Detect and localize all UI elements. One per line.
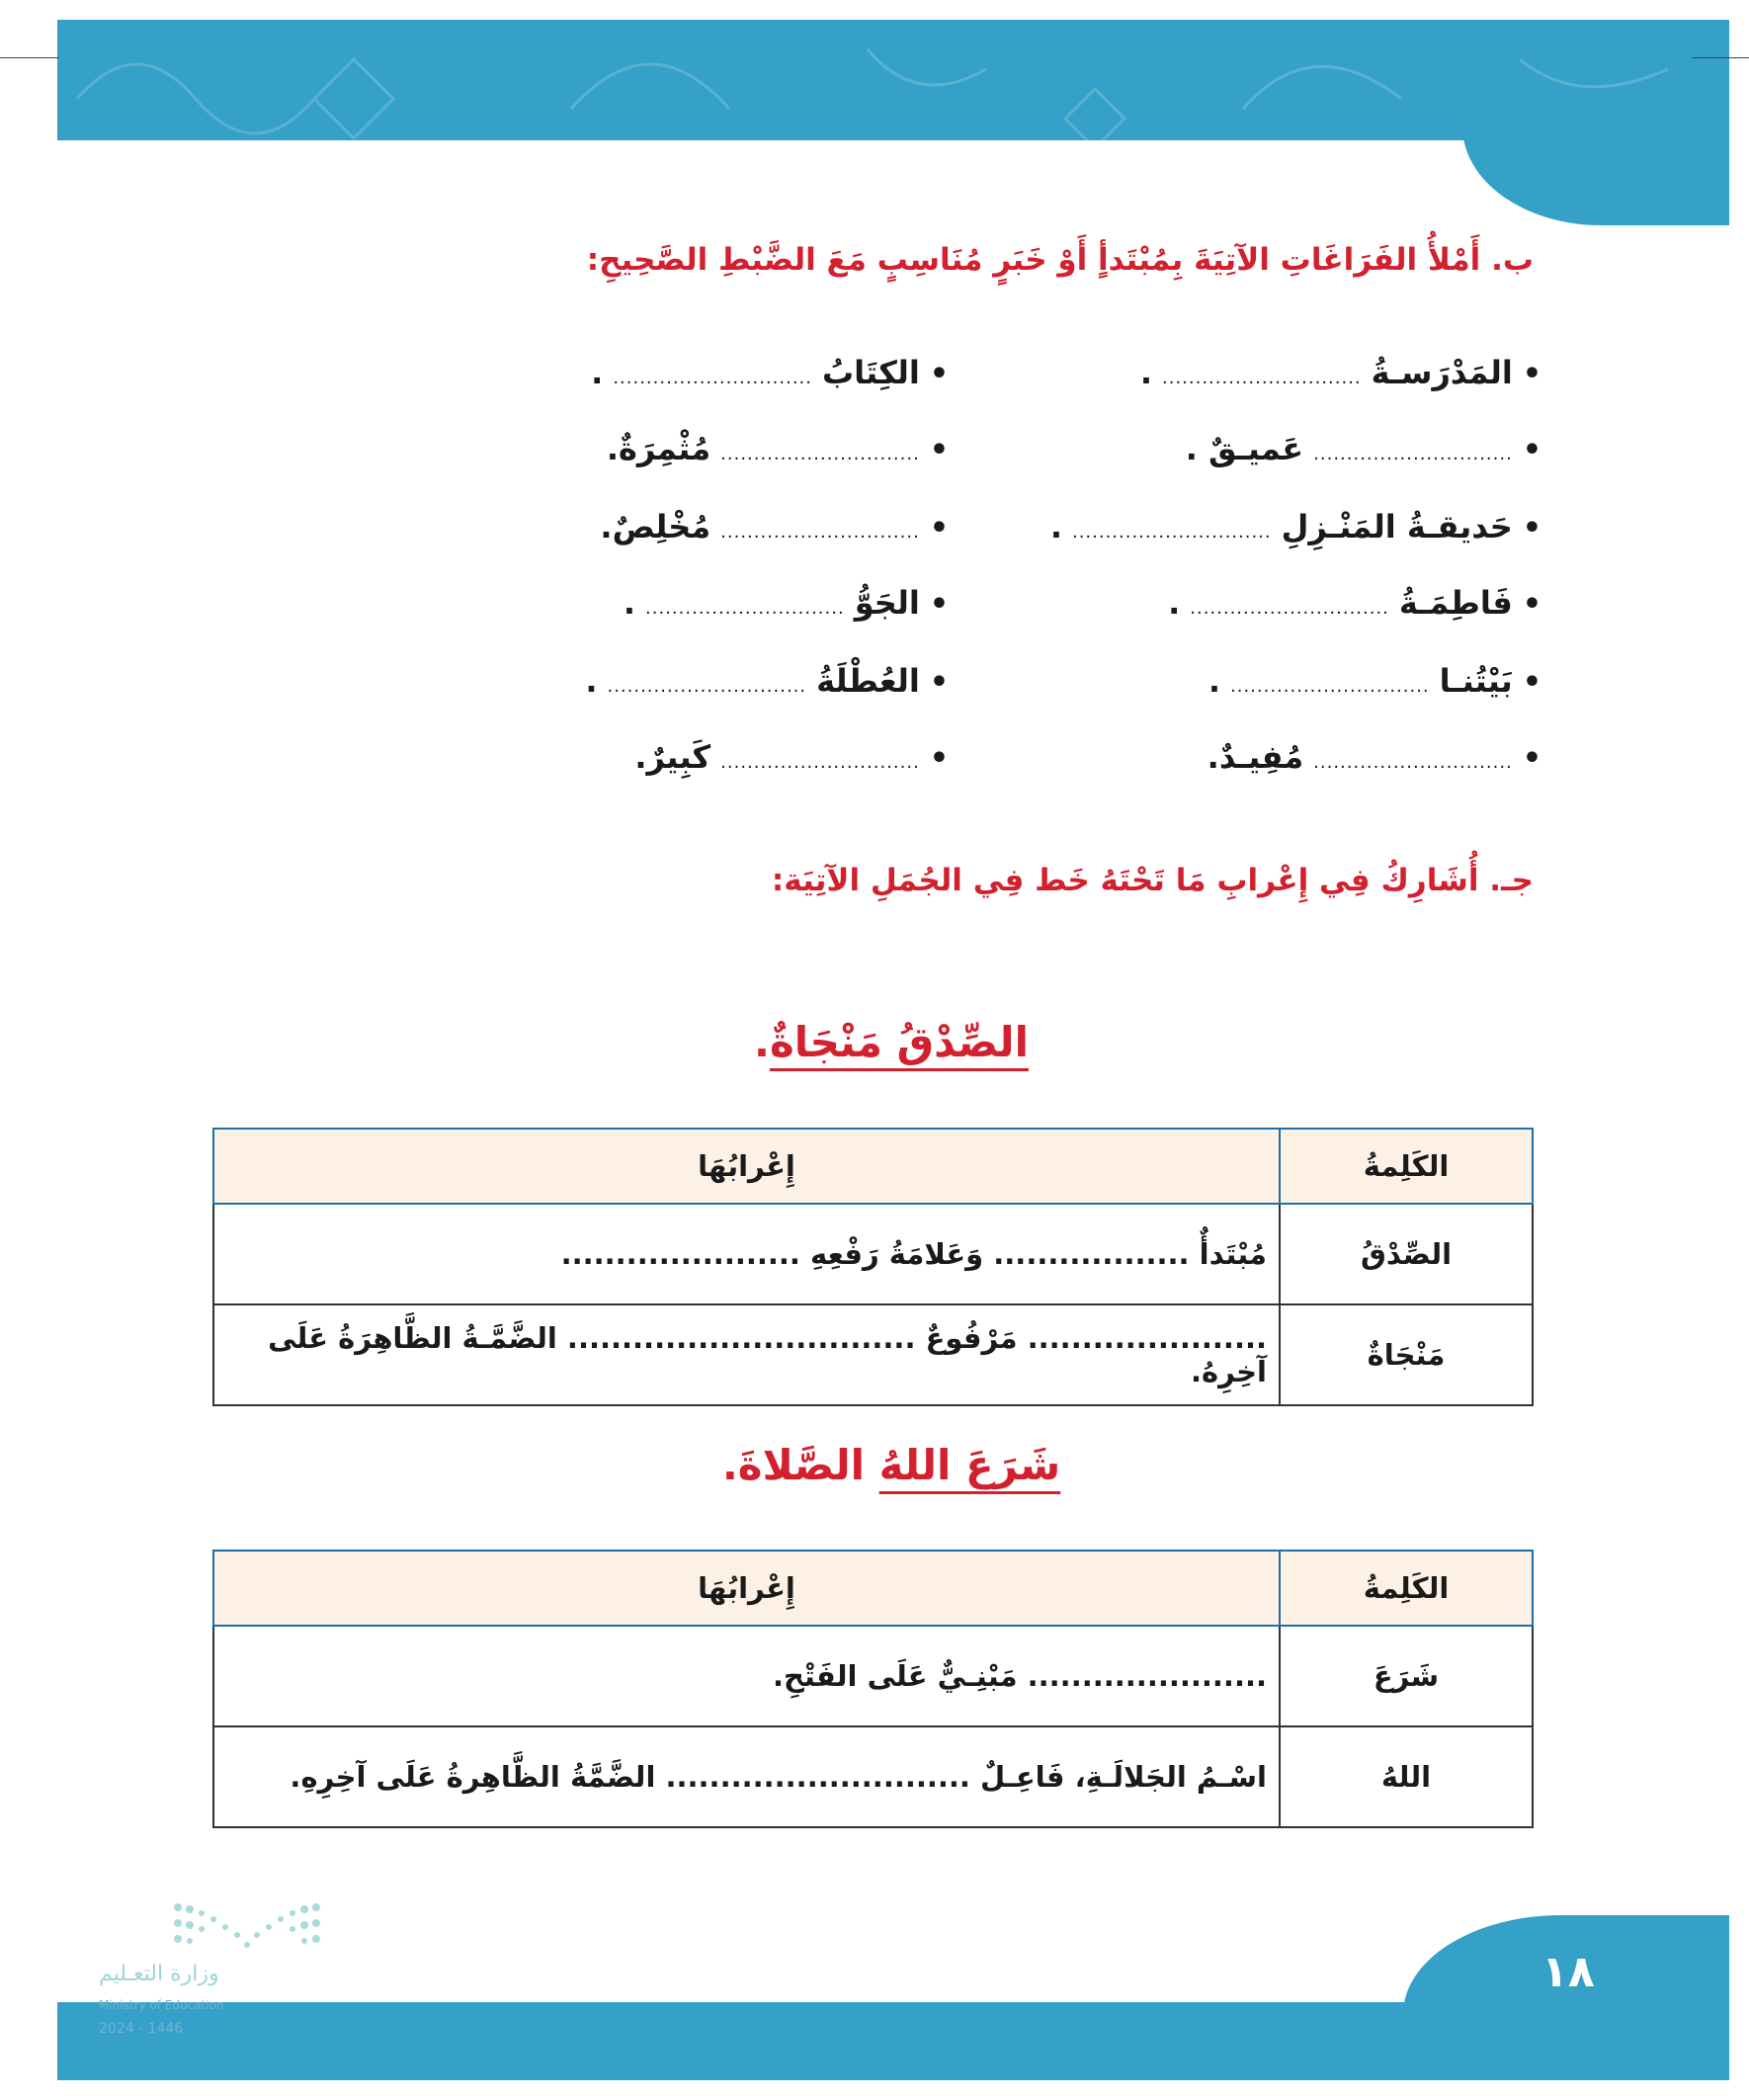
fill-blank-item [474,354,949,391]
sentence-2-underlined: شَرَعَ اللهُ [878,1441,1061,1489]
given-word: الجَوُّ [854,584,920,622]
header-parsing: إِعْرابُهَا [213,1129,1280,1204]
bullet-icon: • [929,357,949,391]
sentence-1-end: . [754,1018,770,1066]
sentence-1 [545,1018,1237,1066]
parsing-cell[interactable]: ...................... مَرْفُوعٌ ................................ الضَّمَّـةُ الظَّاهِرَةُ عَلَى آخِرِهُ. [213,1304,1280,1405]
table-row [213,1726,1533,1827]
given-word: حَديقـةُ المَنْـزِلِ [1281,508,1513,546]
blank-field[interactable]: .............................. [1230,676,1430,697]
fill-blank-item [474,430,949,467]
blank-field[interactable]: .............................. [607,676,807,697]
bullet-icon: • [1522,511,1541,546]
sentence-2 [545,1441,1237,1489]
word-cell: الصِّدْقُ [1280,1204,1533,1304]
given-word-after: . [585,662,598,700]
instruction-j: جـ. أُشَارِكُ فِي إِعْرابِ مَا تَحْتَهُ خَط فِي الجُمَلِ الآتِيَة: [771,863,1534,898]
blank-field[interactable]: .............................. [720,444,920,464]
word-cell: اللهُ [1280,1726,1533,1827]
crop-mark [0,57,59,58]
given-word-after: . [1168,584,1181,622]
given-word: بَيْتُنـا [1439,662,1513,700]
fill-blank-item [1047,508,1541,546]
bullet-icon: • [1522,665,1541,700]
crop-mark [1692,57,1749,58]
bullet-icon: • [929,511,949,546]
blank-field[interactable]: .............................. [613,368,812,388]
bullet-icon: • [1522,357,1541,391]
header-word: الكَلِمةُ [1280,1129,1533,1204]
given-word-after: . [1049,508,1062,546]
given-word: المَدْرَسـةُ [1371,354,1513,391]
given-word: فَاطِمَـةُ [1398,584,1513,622]
fill-blank-item [1047,430,1541,467]
calligraphy-pattern [57,20,1729,140]
ministry-name-en: Ministry of Education [99,1998,224,2012]
word-cell: شَرَعَ [1280,1626,1533,1726]
table-row [213,1204,1533,1304]
given-word-after: كَبِيرٌ. [634,738,711,776]
page-number: ١٨ [1541,1947,1595,1997]
blank-field[interactable]: .............................. [645,598,845,619]
bullet-icon: • [1522,587,1541,622]
fill-blank-item [474,662,949,700]
given-word: العُطْلَةُ [816,662,920,700]
header-parsing: إِعْرابُهَا [213,1551,1280,1626]
instruction-b: ب. أَمْلأُ الفَرَاغَاتِ الآتِيَةَ بِمُبْتَدأٍ أَوْ خَبَرٍ مُنَاسِبٍ مَعَ الضَّبْطِ الصَّحِيحِ: [586,242,1534,278]
fill-blank-item [1047,662,1541,700]
given-word-after: مُخْلِصٌ. [600,508,711,546]
table-row [213,1626,1533,1726]
blank-field[interactable]: .............................. [1190,598,1389,619]
given-word-after: مُثْمِرَةٌ. [606,430,711,467]
given-word-after: . [1139,354,1152,391]
fill-blank-item [1047,584,1541,622]
word-cell: مَنْجَاةٌ [1280,1304,1533,1405]
blank-field[interactable]: .............................. [1313,752,1513,773]
given-word-after: عَميـقٌ . [1185,430,1304,467]
bullet-icon: • [929,433,949,467]
fill-blank-item [474,508,949,546]
parsing-cell[interactable]: ...................... مَبْنِـيٌّ عَلَى الفَتْحِ. [213,1626,1280,1726]
fill-blank-item [1047,738,1541,776]
blank-field[interactable]: .............................. [720,752,920,773]
fill-blank-item [1047,354,1541,391]
parsing-table-1 [212,1128,1534,1406]
bullet-icon: • [1522,433,1541,467]
fill-blank-item [474,738,949,776]
bullet-icon: • [929,587,949,622]
blank-field[interactable]: .............................. [1162,368,1362,388]
given-word: الكِتَابُ [821,354,920,391]
fill-blank-item [474,584,949,622]
given-word-after: مُفِيـدٌ. [1207,738,1304,776]
parsing-cell[interactable]: اسْـمُ الجَلالَـةِ، فَاعِـلٌ ............................ الضَّمَّةُ الظَّاهِرةُ عَلَى آخِرِهِ. [213,1726,1280,1827]
ministry-logo-icon [168,1897,326,1957]
blank-field[interactable]: .............................. [720,522,920,543]
ministry-name-ar: وزارة التعـليم [99,1962,219,1986]
header-word: الكَلِمةُ [1280,1551,1533,1626]
given-word-after: . [623,584,636,622]
blank-field[interactable]: .............................. [1313,444,1513,464]
parsing-table-2 [212,1550,1534,1828]
bullet-icon: • [1522,741,1541,776]
sentence-1-underlined: الصِّدْقُ مَنْجَاةٌ [770,1018,1029,1066]
bullet-icon: • [929,741,949,776]
edition-year: 2024 - 1446 [99,2021,184,2037]
blank-field[interactable]: .............................. [1071,522,1272,543]
table-row [213,1304,1533,1405]
given-word-after: . [1208,662,1220,700]
bullet-icon: • [929,665,949,700]
sentence-2-rest: الصَّلاةَ. [721,1441,879,1489]
parsing-cell[interactable]: مُبْتَدأٌ .................. وَعَلامَةُ رَفْعِهِ ...................... [213,1204,1280,1304]
given-word-after: . [591,354,604,391]
